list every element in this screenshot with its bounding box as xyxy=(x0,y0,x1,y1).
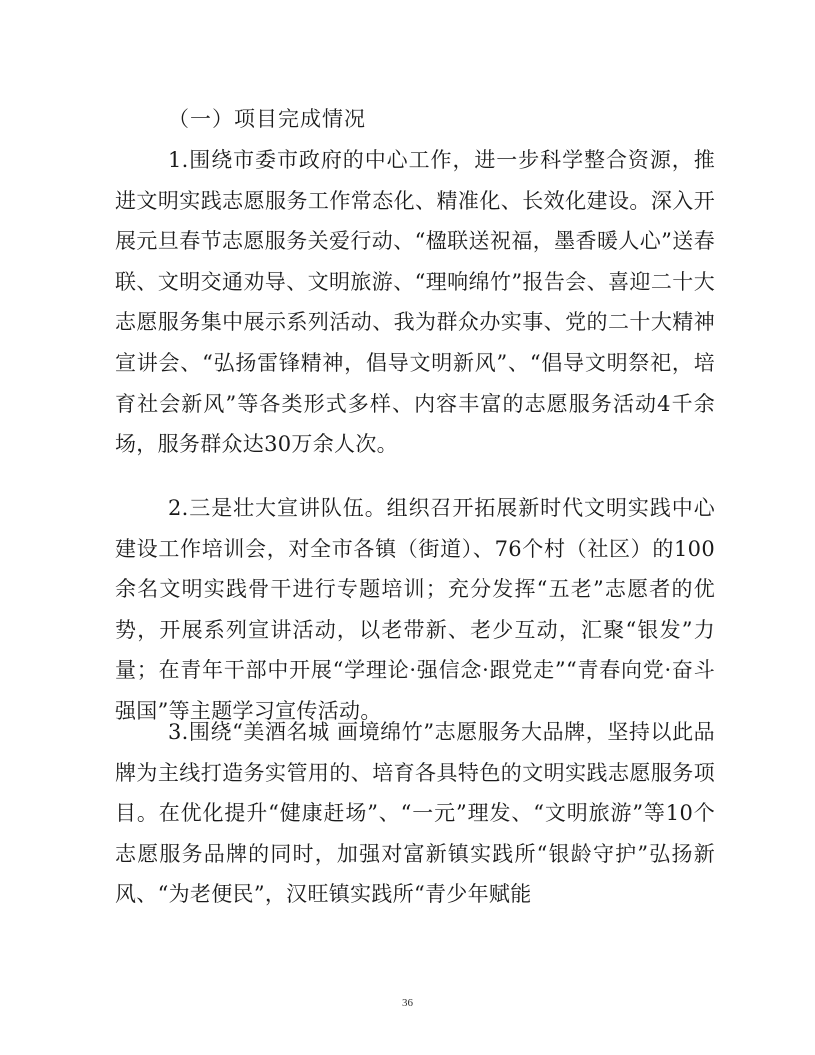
section-heading: （一）项目完成情况 xyxy=(168,107,366,131)
paragraph-2: 2.三是壮大宣讲队伍。组织召开拓展新时代文明实践中心建设工作培训会，对全市各镇（街道）、76个村（社区）的100余名文明实践骨干进行专题培训；充分发挥“五老”志愿者的优势，开展系列宣讲活动，以老带新、老少互动，汇聚“银发”力量；在青年干部中开展“学理论·强信念·跟党走”“青春向党·奋斗强国”等主题学习宣传活动。 xyxy=(115,496,715,723)
paragraph-1: 1.围绕市委市政府的中心工作，进一步科学整合资源，推进文明实践志愿服务工作常态化、精准化、长效化建设。深入开展元旦春节志愿服务关爱行动、“楹联送祝福，墨香暖人心”送春联、文明交通劝导、文明旅游、“理响绵竹”报告会、喜迎二十大志愿服务集中展示系列活动、我为群众办实事、党的二十大精神宣讲会、“弘扬雷锋精神，倡导文明新风”、“倡导文明祭祀，培育社会新风”等各类形式多样、内容丰富的志愿服务活动4千余场，服务群众达30万余人次。 xyxy=(115,148,715,457)
page-number: 36 xyxy=(402,997,413,1009)
paragraph-3: 3.围绕“美酒名城 画境绵竹”志愿服务大品牌，坚持以此品牌为主线打造务实管用的、培育各具特色的文明实践志愿服务项目。在优化提升“健康赶场”、“一元”理发、“文明旅游”等10个志愿服务品牌的同时，加强对富新镇实践所“银龄守护”弘扬新风、“为老便民”，汉旺镇实践所“青少年赋能 xyxy=(115,720,715,907)
